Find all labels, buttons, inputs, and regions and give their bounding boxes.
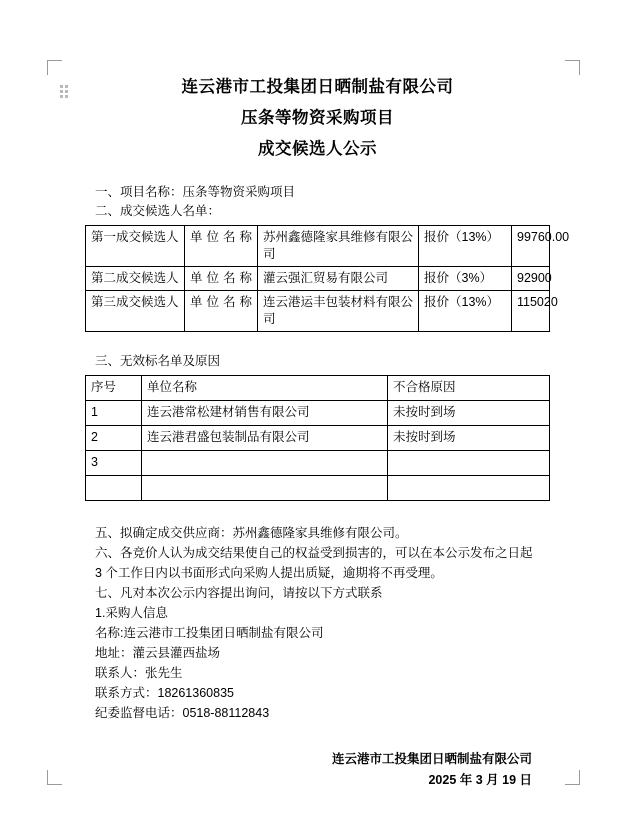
- document-content: [85, 72, 570, 791]
- candidate-rank: 第一成交候选人: [86, 226, 185, 267]
- invalid-reason: [388, 451, 550, 476]
- page-title-line-2: 压条等物资采购项目: [241, 109, 394, 127]
- candidate-price-label: 报价（3%）: [419, 267, 512, 291]
- page-title-line-1: 连云港市工投集团日晒制盐有限公司: [181, 78, 454, 96]
- invalid-index: 1: [86, 401, 142, 426]
- purchaser-address: 地址：灌云县灌西盐场: [95, 646, 221, 660]
- candidate-rank: 第三成交候选人: [86, 291, 185, 332]
- crop-mark-top-left: [47, 60, 62, 75]
- candidate-unit-label: 单位名称: [185, 226, 258, 267]
- signature-company: 连云港市工投集团日晒制盐有限公司: [331, 752, 532, 766]
- invalid-index: 3: [86, 451, 142, 476]
- invalid-unit-name: [142, 451, 388, 476]
- candidate-rank: 第二成交候选人: [86, 267, 185, 291]
- candidate-unit-name: 苏州鑫德隆家具维修有限公司: [258, 226, 419, 267]
- invalid-unit-name: 连云港君盛包装制品有限公司: [142, 426, 388, 451]
- candidate-unit-label: 单位名称: [185, 291, 258, 332]
- section-candidates-heading: 二、成交候选人名单：: [95, 204, 221, 218]
- column-header-reason: 不合格原因: [388, 376, 550, 401]
- signature-date: 2025 年 3 月 19 日: [428, 773, 532, 787]
- invalid-unit-name: [142, 476, 388, 501]
- invalid-reason: 未按时到场: [388, 426, 550, 451]
- purchaser-phone: 联系方式：18261360835: [95, 686, 234, 700]
- page-title-line-3: 成交候选人公示: [258, 140, 377, 158]
- table-row: [86, 226, 550, 267]
- candidate-price: 99760.00: [512, 226, 550, 267]
- table-row: [86, 291, 550, 332]
- candidate-unit-name: 灌云强汇贸易有限公司: [258, 267, 419, 291]
- invalid-index: [86, 476, 142, 501]
- paragraph-6-line-1: 六、各竞价人认为成交结果使自己的权益受到损害的，可以在本公示发布之日起: [95, 546, 533, 560]
- supervision-phone: 纪委监督电话：0518-88112843: [95, 706, 270, 720]
- table-header-row: [86, 376, 550, 401]
- crop-mark-bottom-right: [565, 770, 580, 785]
- invalid-unit-name: 连云港常松建材销售有限公司: [142, 401, 388, 426]
- candidate-unit-name: 连云港运丰包装材料有限公司: [258, 291, 419, 332]
- crop-mark-bottom-left: [47, 770, 62, 785]
- column-header-index: 序号: [86, 376, 142, 401]
- invalid-index: 2: [86, 426, 142, 451]
- candidate-price-label: 报价（13%）: [419, 291, 512, 332]
- paragraph-7: 七、凡对本次公示内容提出询问，请按以下方式联系: [95, 586, 383, 600]
- paragraph-6-line-2: 3 个工作日内以书面形式向采购人提出质疑，逾期将不再受理。: [95, 566, 443, 580]
- section-invalid-heading: 三、无效标名单及原因: [95, 354, 221, 368]
- table-row: [86, 401, 550, 426]
- table-row: [86, 476, 550, 501]
- purchaser-info-heading: 1.采购人信息: [95, 606, 168, 620]
- purchaser-contact-person: 联系人：张先生: [95, 666, 183, 680]
- candidate-unit-label: 单位名称: [185, 267, 258, 291]
- drag-handle-icon[interactable]: [60, 85, 71, 99]
- candidate-price: 115020: [512, 291, 550, 332]
- candidate-price-label: 报价（13%）: [419, 226, 512, 267]
- notice-paragraphs: [85, 523, 550, 723]
- table-row: [86, 426, 550, 451]
- paragraph-5: 五、拟确定成交供应商：苏州鑫德隆家具维修有限公司。: [95, 526, 408, 540]
- purchaser-name: 名称:连云港市工投集团日晒制盐有限公司: [95, 626, 324, 640]
- column-header-unit-name: 单位名称: [142, 376, 388, 401]
- signature-block: [85, 749, 550, 791]
- table-row: [86, 451, 550, 476]
- invalid-bids-table: [85, 375, 550, 501]
- crop-mark-top-right: [565, 60, 580, 75]
- section-project-name: 一、项目名称：压条等物资采购项目: [95, 185, 296, 199]
- candidates-table: [85, 225, 570, 332]
- table-row: [86, 267, 550, 291]
- invalid-reason: 未按时到场: [388, 401, 550, 426]
- invalid-reason: [388, 476, 550, 501]
- candidate-price: 92900: [512, 267, 550, 291]
